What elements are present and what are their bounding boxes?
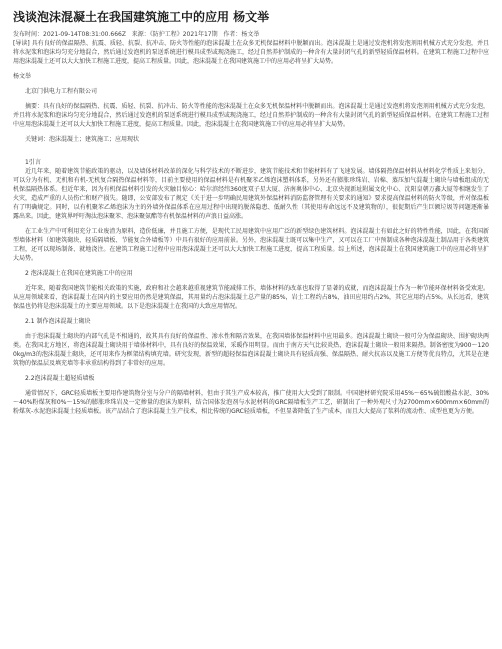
section-1-heading: 1引言	[25, 159, 41, 166]
section-2-paragraph-1: 近年来，随着我国建筑节能相关政策的实施，政府和社会越来越重视建筑节能减排工作，墙体材料的改革也取得了显著的成就，而泡沫混凝土作为一种节能环保材料备受欢迎。从应用领域来看，泡沫混凝土在国内的主要应用仍然是建筑保温，其用量约占泡沫混凝土总产量的85%，岩土工程约占8%，油田应用约占2%，其它应用约占5%。从长远看，建筑保温也仍将是泡沫混凝土的主要应用领域。以下是泡沫混凝土在我国的大致应用情况。	[13, 285, 489, 310]
section-1-paragraph-1: 近几年来，随着建筑节能政策的驱动，以及墙体材料改革的深化与科学技术的不断进步，建筑节能技术和节能材料有了飞速发展。墙体隔热保温材料从材料化学性质上来划分，可以分为有机、无机和有机-无机复合隔热保温材料等，目前主要使用的保温材料是有机聚苯乙烯泡沫塑料体系，另外还有膨胀珍珠岩、岩棉、蒸压加气混凝土砌块与墙板组成的无机保温隔热体系。但近年来，因为有机保温材料引发的火灾触目惊心：哈尔滨经纬360度双子星大厦、济南奥体中心、北京央视新址附属文化中心、沈阳皇朝万鑫大厦等相继发生了火灾，造成严重的人员伤亡和财产损失。随即，公安部发布了规定《关于进一步明确民用建筑外保温材料消防监督管理有关要求的通知》要求提高保温材料的防火等级，并对保温板有了明确规定。同时，以有机聚苯乙烯泡沫为主的外墙外保温体系在应用过程中出现的脱落隐患、低耐久性（其使用寿命远远不及建筑物的），很促期后产生巨额垃圾等问题逐渐暴露出来。因此，建筑界呼吁淘汰泡沫聚苯、泡沫聚氨酯等有机保温材料的声浪日益高涨。	[13, 168, 489, 220]
abstract: 摘要：具有良好的保温隔热、抗震、质轻、抗裂、抗冲击、防火等性能的泡沫混凝土在众多无机保温材料中脱颖而出。泡沫混凝土是通过发泡机将发泡剂用机械方式充分发泡，并且将水泥浆和泡沫均匀充分地混合，然后通过发泡机的泵送系统进行模具成型或现浇施工，经过自然养护制成的一种含有大量封闭气孔的新型轻质保温材料。在建筑工程施工过程中应用泡沫混凝土还可以大大加快工程施工进度，提高工程质量。因此，泡沫混凝土在我国建筑施工中的应用必将呈扩大局势。	[13, 103, 489, 128]
abstract-lead: [导读] 具有良好的保温隔热、抗震、质轻、抗裂、抗冲击、防火等性能的泡沫混凝土在众多无机保温材料中脱颖而出。泡沫混凝土是通过发泡机将发泡剂用机械方式充分发泡，并且将水泥浆和泡沫均匀充分地混合，然后通过发泡机的泵送系统进行模具成型或现浇施工，经过自然养护制成的一种含有大量封闭气孔的新型轻质保温材料。在建筑工程施工过程中应用泡沫混凝土还可以大大加快工程施工进度，提高工程质量。因此，泡沫混凝土在我国建筑施工中的应用必将呈扩大局势。	[13, 40, 489, 65]
section-1-paragraph-2: 在工业生产中可利用充分工业废渣为原料，造价低廉，并且施工方便，是现代工民用建筑中应用广泛的新型绿色建筑材料。泡沫混凝土有如此之好的特性性能，因此，在我国新型墙体材料（如建筑砌块、轻质隔墙板、节能复合外墙板等）中具有很好的应用前景。另外，泡沫混凝土既可以集中生产，又可以在工厂中预制成各种泡沫混凝土制品用于各类建筑工程，还可以现场制备、就地浇注。在建筑工程施工过程中应用泡沫混凝土还可以大大加快工程施工进度，提高工程质量。综上所述，泡沫混凝土在我国建筑施工中的应用必将呈扩大局势。	[13, 228, 489, 262]
article-title: 浅谈泡沫混凝土在我国建筑施工中的应用 杨文举	[13, 10, 270, 24]
author: 作者：杨文举	[223, 31, 260, 38]
source: 来源：《防护工程》2021年17期	[131, 31, 218, 38]
publish-time: 发布时间：2021-09-14T08:31:00.666Z	[13, 31, 126, 38]
article-meta	[13, 30, 489, 39]
section-2-1-paragraph: 由于泡沫混凝土砌块的内部气孔是不相通的，故其具有良好的保温性、渗水性和隔音效果，在我国墙体保温材料中应用最多。泡沫混凝土砌块一般可分为保温砌块、围护砌块两类。在我国北方地区，将泡沫混凝土砌块用于墙体材料中，具有良好的保温效果，采暖作用明显。而由于南方天气比较炎热，泡沫混凝土砌块一般用来隔热。制备密度为900～1200kg/m3的泡沫混凝土砌块，还可用来作为框架结构填充墙。研究发现，新型的超轻保温泡沫混凝土砌块具有轻质高强、保温隔热、耐火抗冻以及施工方便等优良特点，尤其是在建筑物的保温层及填充墙等非承重结构得到了非常好的应用。	[13, 333, 489, 367]
section-2-heading: 2 泡沫混凝土在我国在建筑施工中的应用	[25, 270, 133, 277]
section-2-2-heading: 2.2泡沫混凝土超轻质墙板	[25, 375, 95, 382]
keywords: 关键词：泡沫混凝土；建筑施工；应用现状	[25, 136, 140, 143]
affiliation: 北京门供电力工程有限公司	[25, 88, 98, 95]
section-2-1-heading: 2.1 制作泡沫混凝土砌块	[25, 318, 91, 325]
section-2-2-paragraph: 通常情况下，GRC轻质墙板主要用作建筑物分室与分户的隔墙材料，但由于其生产成本较高，推广使用大大受到了限制。中国建材研究院采用45%～65%硫铝酸盐水泥、30%～40%粉煤灰和0%～15%的膨胀珍珠岩及一定掺量的泡沫为原料，结合国体发泡剂与水泥材料的GRC隔墙板生产工艺，研制出了一种外观尺寸为2700mm×600mm×60mm的粉煤灰-水泥泡沫混凝土轻质墙板。该产品结合了泡沫混凝土生产技术，相比传统的GRC轻质墙板，不但显著降低了生产成本，而且大大提高了浆料的流动性、成型也更为方便。	[13, 390, 489, 415]
author-name: 杨文举	[13, 73, 32, 80]
